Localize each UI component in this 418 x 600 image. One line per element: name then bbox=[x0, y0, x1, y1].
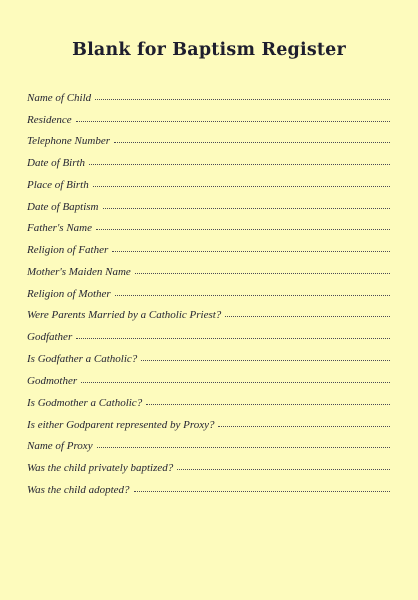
field-religion-of-mother bbox=[27, 288, 390, 300]
field-godmother bbox=[27, 375, 390, 387]
fill-in-line[interactable] bbox=[112, 250, 390, 252]
fill-in-line[interactable] bbox=[93, 185, 390, 187]
field-label: Father's Name bbox=[27, 222, 92, 234]
fill-in-line[interactable] bbox=[115, 294, 390, 296]
fill-in-line[interactable] bbox=[218, 425, 390, 427]
field-residence bbox=[27, 114, 390, 126]
fill-in-line[interactable] bbox=[103, 207, 391, 209]
field-label: Were Parents Married by a Catholic Priest? bbox=[27, 309, 222, 321]
fill-in-line[interactable] bbox=[76, 120, 390, 122]
fill-in-line[interactable] bbox=[225, 315, 390, 317]
field-fathers-name bbox=[27, 222, 390, 234]
fill-in-line[interactable] bbox=[135, 272, 390, 274]
field-godfather bbox=[27, 331, 390, 343]
field-label: Religion of Father bbox=[27, 244, 109, 256]
fill-in-line[interactable] bbox=[114, 141, 390, 143]
field-place-of-birth bbox=[27, 179, 390, 191]
field-parents-married-by-catholic-priest bbox=[27, 309, 390, 321]
field-label: Name of Proxy bbox=[27, 440, 93, 452]
field-label: Telephone Number bbox=[27, 135, 111, 147]
field-label: Date of Birth bbox=[27, 157, 86, 169]
field-godparent-by-proxy bbox=[27, 419, 390, 431]
fill-in-line[interactable] bbox=[177, 468, 390, 470]
field-name-of-child bbox=[27, 92, 390, 104]
field-label: Date of Baptism bbox=[27, 201, 99, 213]
field-label: Godfather bbox=[27, 331, 73, 343]
field-label: Mother's Maiden Name bbox=[27, 266, 131, 278]
field-label: Place of Birth bbox=[27, 179, 89, 191]
fill-in-line[interactable] bbox=[81, 381, 390, 383]
field-label: Is either Godparent represented by Proxy? bbox=[27, 419, 215, 431]
field-name-of-proxy bbox=[27, 440, 390, 452]
field-privately-baptized bbox=[27, 462, 390, 474]
fill-in-line[interactable] bbox=[76, 337, 390, 339]
field-label: Religion of Mother bbox=[27, 288, 111, 300]
field-label: Residence bbox=[27, 114, 72, 126]
field-label: Name of Child bbox=[27, 92, 92, 104]
field-godmother-catholic bbox=[27, 397, 390, 409]
field-child-adopted bbox=[27, 484, 390, 496]
field-mothers-maiden-name bbox=[27, 266, 390, 278]
fill-in-line[interactable] bbox=[95, 98, 390, 100]
field-label: Was the child adopted? bbox=[27, 484, 130, 496]
field-telephone-number bbox=[27, 135, 390, 147]
form-title: Blank for Baptism Register bbox=[72, 40, 346, 60]
fill-in-line[interactable] bbox=[146, 403, 390, 405]
field-label: Is Godfather a Catholic? bbox=[27, 353, 138, 365]
field-label: Is Godmother a Catholic? bbox=[27, 397, 143, 409]
fill-in-line[interactable] bbox=[89, 163, 390, 165]
fill-in-line[interactable] bbox=[134, 490, 390, 492]
field-religion-of-father bbox=[27, 244, 390, 256]
field-label: Was the child privately baptized? bbox=[27, 462, 174, 474]
field-date-of-baptism bbox=[27, 201, 390, 213]
field-label: Godmother bbox=[27, 375, 78, 387]
field-date-of-birth bbox=[27, 157, 390, 169]
fill-in-line[interactable] bbox=[97, 446, 390, 448]
fill-in-line[interactable] bbox=[96, 228, 390, 230]
fill-in-line[interactable] bbox=[141, 359, 390, 361]
field-godfather-catholic bbox=[27, 353, 390, 365]
